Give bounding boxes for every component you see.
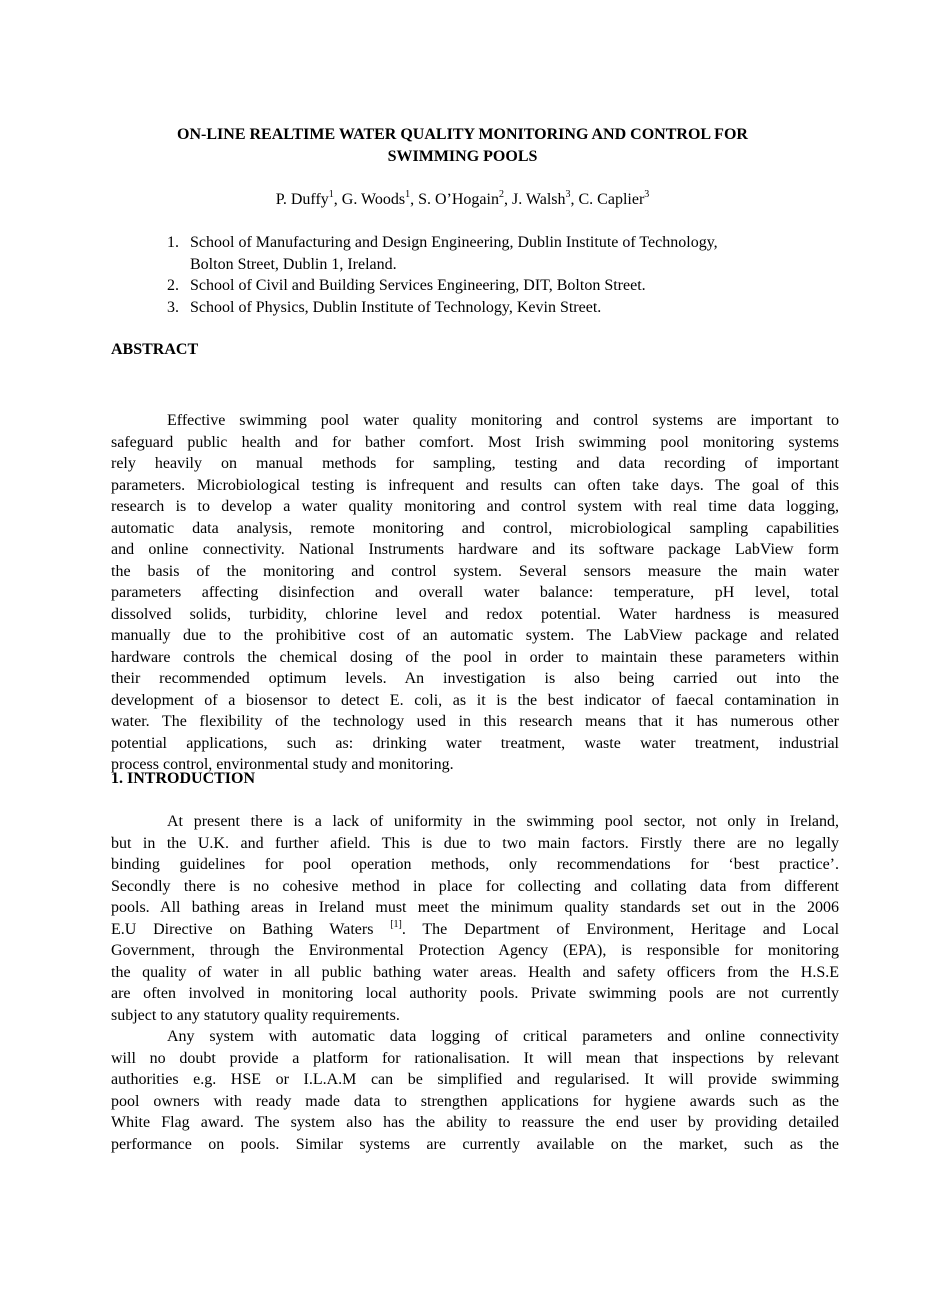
affiliation-text: School of Civil and Building Services Engineering, DIT, Bolton Street. xyxy=(190,277,646,294)
affiliation-number: 1. xyxy=(167,234,179,251)
author-separator: , xyxy=(503,191,512,208)
text-line: process control, environmental study and monitoring. xyxy=(111,756,454,773)
text-line: are often involved in monitoring local authority pools. Private swimming pools are not currently xyxy=(111,985,839,1002)
text-line: rely heavily on manual methods for sampling, testing and data recording of important xyxy=(111,455,839,472)
author-separator: , xyxy=(410,191,419,208)
paper-title xyxy=(60,124,865,168)
text-line xyxy=(111,919,839,941)
affiliation-number: 3. xyxy=(167,298,179,316)
text-line: research is to develop a water quality monitoring and control system with real time data logging, xyxy=(111,498,839,515)
text-line: and online connectivity. National Instruments hardware and its software package LabView form xyxy=(111,541,839,558)
text-line: subject to any statutory quality requirements. xyxy=(111,1006,400,1024)
text-segment: . The Department of Environment, Heritage and Local xyxy=(401,920,840,938)
author-separator: , xyxy=(333,191,342,208)
text-line: will no doubt provide a platform for rationalisation. It will mean that inspections by relevant xyxy=(111,1049,839,1067)
affiliation-item xyxy=(167,297,847,319)
author-name: P. Duffy xyxy=(275,191,329,208)
author-name: J. Walsh xyxy=(511,191,566,208)
text-line: performance on pools. Similar systems are currently available on the market, such as the xyxy=(111,1135,839,1153)
text-line: Secondly there is no cohesive method in place for collecting and collating data from different xyxy=(111,877,839,895)
text-line: pools. All bathing areas in Ireland must meet the minimum quality standards set out in the 2006 xyxy=(111,899,839,916)
text-line: parameters affecting disinfection and overall water balance: temperature, pH level, total xyxy=(111,584,839,601)
affiliation-text: School of Physics, Dublin Institute of Technology, Kevin Street. xyxy=(190,298,602,316)
affiliation-number: 2. xyxy=(167,277,179,294)
author-list xyxy=(60,189,865,211)
text-line: White Flag award. The system also has the ability to reassure the end user by providing detailed xyxy=(111,1114,839,1131)
text-line: but in the U.K. and further afield. This is due to two main factors. Firstly there are no legally xyxy=(111,834,839,852)
author-name: S. O’Hogain xyxy=(418,191,499,208)
text-line: Any system with automatic data logging of critical parameters and online connectivity xyxy=(167,1028,839,1045)
text-line: the quality of water in all public bathing water areas. Health and safety officers from the H.S.E xyxy=(111,963,839,981)
text-line: Government, through the Environmental Protection Agency (EPA), is responsible for monitoring xyxy=(111,942,839,959)
text-line: binding guidelines for pool operation methods, only recommendations for ‘best practice’. xyxy=(111,856,839,873)
title-line: SWIMMING POOLS xyxy=(387,148,538,165)
abstract-heading: ABSTRACT xyxy=(111,341,199,358)
text-line: the basis of the monitoring and control system. Several sensors measure the main water xyxy=(111,562,839,580)
text-line: Effective swimming pool water quality monitoring and control systems are important to xyxy=(167,412,839,429)
text-line: parameters. Microbiological testing is infrequent and results can often take days. The goal of this xyxy=(111,476,839,494)
text-segment: E.U Directive on Bathing Waters xyxy=(111,920,391,938)
affiliation-item xyxy=(167,275,847,297)
author-separator: , xyxy=(570,191,579,208)
text-line: authorities e.g. HSE or I.L.A.M can be simplified and regularised. It will provide swimming xyxy=(111,1071,839,1088)
text-line: safeguard public health and for bather comfort. Most Irish swimming pool monitoring systems xyxy=(111,433,839,451)
affiliation-superscript: 1 xyxy=(405,189,411,200)
citation-reference: [1] xyxy=(390,918,402,930)
affiliation-superscript: 1 xyxy=(328,189,334,200)
title-line: ON-LINE REALTIME WATER QUALITY MONITORING AND CONTROL FOR xyxy=(177,126,748,143)
text-line: water. The flexibility of the technology used in this research means that it has numerous other xyxy=(111,713,839,730)
affiliation-item xyxy=(167,232,847,275)
author-name: G. Woods xyxy=(341,191,406,208)
text-line: automatic data analysis, remote monitoring and control, microbiological sampling capabilities xyxy=(111,519,839,537)
affiliation-text: School of Manufacturing and Design Engineering, Dublin Institute of Technology, xyxy=(190,234,718,251)
author-name: C. Caplier xyxy=(578,191,645,208)
abstract-paragraph xyxy=(111,410,839,776)
text-line: dissolved solids, turbidity, chlorine level and redox potential. Water hardness is measured xyxy=(111,605,839,623)
text-line: potential applications, such as: drinking water treatment, waste water treatment, industrial xyxy=(111,734,839,752)
affiliation-list xyxy=(167,232,847,318)
text-line: manually due to the prohibitive cost of an automatic system. The LabView package and related xyxy=(111,627,839,644)
affiliation-text: Bolton Street, Dublin 1, Ireland. xyxy=(190,255,397,273)
text-line: hardware controls the chemical dosing of the pool in order to maintain these parameters within xyxy=(111,648,839,666)
affiliation-superscript: 3 xyxy=(644,189,650,200)
text-line: development of a biosensor to detect E. coli, as it is the best indicator of faecal contamination in xyxy=(111,691,839,709)
introduction-body xyxy=(111,811,839,1155)
affiliation-superscript: 3 xyxy=(565,189,571,200)
text-line: pool owners with ready made data to strengthen applications for hygiene awards such as the xyxy=(111,1092,839,1110)
introduction-heading: 1. INTRODUCTION xyxy=(111,770,256,787)
text-line: their recommended optimum levels. An investigation is also being carried out into the xyxy=(111,670,839,687)
affiliation-superscript: 2 xyxy=(498,189,504,200)
text-line: At present there is a lack of uniformity in the swimming pool sector, not only in Ireland, xyxy=(167,813,839,830)
